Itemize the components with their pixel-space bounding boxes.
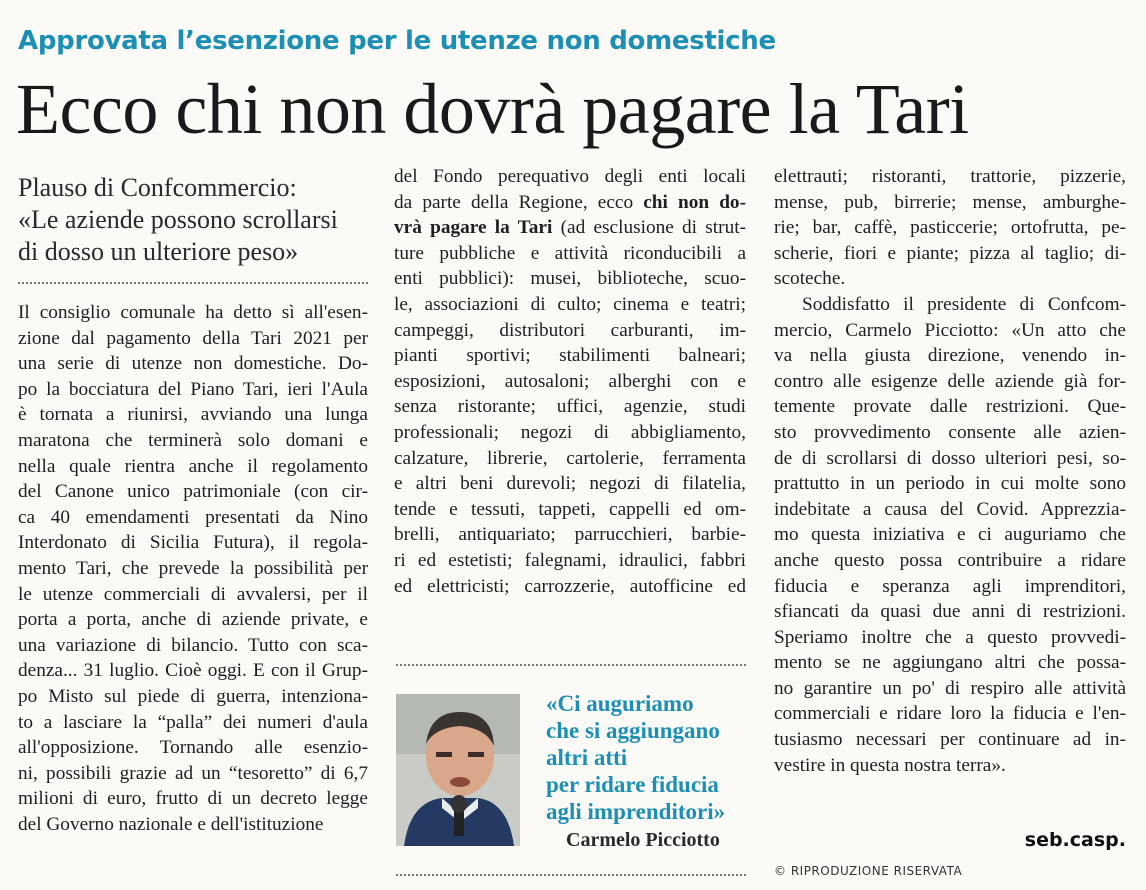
body-line: mo questa iniziativa e ci auguriamo che xyxy=(774,524,1126,546)
quote-line: «Ci auguriamo xyxy=(546,691,694,716)
body-line: maratona che terminerà solo domani e xyxy=(18,429,368,451)
body-line: del Canone unico patrimoniale (con cir- xyxy=(18,481,368,503)
body-line: sto provvedimento consente alle azien- xyxy=(774,421,1126,443)
subhead-divider xyxy=(18,282,368,284)
body-line: indebitate a causa del Covid. Apprezzia- xyxy=(774,498,1126,520)
body-line: prattutto in un periodo in cui molte sono xyxy=(774,473,1126,495)
body-line: ni, possibili grazie ad un “tesoretto” di 6,7 xyxy=(18,762,368,784)
body-line: fiducia e speranza agli imprenditori, xyxy=(774,575,1126,597)
body-line: una serie di utenze non domestiche. Do- xyxy=(18,353,368,375)
body-line: le, associazioni di culto; cinema e teatri; xyxy=(394,293,746,315)
body-line: scoteche. xyxy=(774,268,846,290)
article-column-1 xyxy=(18,300,368,837)
body-line: nella quale rientra anche il regolamento xyxy=(18,455,368,477)
body-line: po la bocciatura del Piano Tari, ieri l'Aula xyxy=(18,378,368,400)
body-line: va nella giusta direzione, venendo in- xyxy=(774,345,1126,367)
body-line: Interdonato di Sicilia Futura), il regola- xyxy=(18,532,368,554)
subhead-line: Plauso di Confcommercio: xyxy=(18,173,297,202)
footer-divider xyxy=(396,874,746,876)
photo-carmelo-picciotto xyxy=(396,694,520,846)
body-line: temente provate dalle restrizioni. Que- xyxy=(774,396,1126,418)
copyright-notice: © RIPRODUZIONE RISERVATA xyxy=(774,864,963,878)
body-line: porta a porta, anche di aziende private, e xyxy=(18,609,368,631)
body-line: elettrauti; ristoranti, trattorie, pizzerie, xyxy=(774,166,1126,187)
body-line: brelli, antiquariato; parrucchieri, barbie- xyxy=(394,524,746,546)
portrait-image xyxy=(396,694,520,846)
body-line: ture pubbliche e attività riconducibili a xyxy=(394,242,746,264)
quote-line: altri atti xyxy=(546,745,628,770)
kicker: Approvata l’esenzione per le utenze non domestiche xyxy=(18,26,776,56)
quote-line: che si aggiungano xyxy=(546,718,720,743)
body-line: Soddisfatto il presidente di Confcom- xyxy=(802,293,1126,315)
body-line xyxy=(394,215,746,241)
body-line: Speriamo inoltre che a questo provvedi- xyxy=(774,626,1126,648)
headline: Ecco chi non dovrà pagare la Tari xyxy=(16,69,969,149)
body-line: senza ristorante; uffici, agenzie, studi xyxy=(394,396,746,418)
body-line: mento se ne aggiungano altri che possa- xyxy=(774,652,1126,674)
body-line: ri ed estetisti; falegnami, idraulici, fabbri xyxy=(394,549,746,571)
body-line: vestire in questa nostra terra». xyxy=(774,754,1006,776)
body-line: mense, pub, birrerie; mense, amburghe- xyxy=(774,191,1126,213)
body-line: zione dal pagamento della Tari 2021 per xyxy=(18,327,368,349)
body-line: mercio, Carmelo Picciotto: «Un atto che xyxy=(774,319,1126,341)
pull-quote-author: Carmelo Picciotto xyxy=(566,829,720,851)
body-line: milioni di euro, frutto di un decreto legge xyxy=(18,788,368,810)
body-line: mento Tari, che prevede la possibilità per xyxy=(18,557,368,579)
body-line: calzature, librerie, cartolerie, ferramenta xyxy=(394,447,746,469)
body-line: pianti sportivi; stabilimenti balneari; xyxy=(394,345,746,367)
body-line: de di scrollarsi di dosso ulteriori pesi, so- xyxy=(774,447,1126,469)
body-bold-text: vrà pagare la Tari xyxy=(394,217,553,239)
pull-quote xyxy=(546,690,746,825)
pullquote-divider xyxy=(396,664,746,666)
body-line: rie; bar, caffè, pasticcerie; ortofrutta, pe- xyxy=(774,217,1126,239)
body-line: ed elettricisti; carrozzerie, autofficine ed xyxy=(394,575,746,597)
body-line: scherie, fiori e piante; pizza al taglio; di- xyxy=(774,242,1126,264)
body-line: una variazione di bilancio. Tutto con sca- xyxy=(18,634,368,656)
body-text: da parte della Regione, ecco xyxy=(394,191,644,213)
body-line: le utenze commerciali di avvalersi, per il xyxy=(18,583,368,605)
body-line: del Governo nazionale e dell'istituzione xyxy=(18,813,324,835)
body-line: denza... 31 luglio. Cioè oggi. E con il Grup- xyxy=(18,660,368,682)
subhead-line: di dosso un ulteriore peso» xyxy=(18,237,299,266)
body-line: Il consiglio comunale ha detto sì all'esen- xyxy=(18,302,368,323)
body-bold-text: chi non do- xyxy=(643,191,746,213)
body-text: (ad esclusione di strut- xyxy=(552,217,746,239)
body-line: esposizioni, autosaloni; alberghi con e xyxy=(394,370,746,392)
body-line: commerciali e ridare loro la fiducia e l'en- xyxy=(774,703,1126,725)
body-line: to a lasciare la “palla” dei numeri d'aula xyxy=(18,711,368,733)
body-line: contro alle esigenze delle aziende già for- xyxy=(774,370,1126,392)
body-line: campeggi, distributori carburanti, im- xyxy=(394,319,746,341)
body-line: enti pubblici): musei, biblioteche, scuo- xyxy=(394,268,746,290)
body-line: professionali; negozi di abbigliamento, xyxy=(394,421,746,443)
article-column-3 xyxy=(774,164,1126,778)
body-line: tende e tessuti, tappeti, cappelli ed om- xyxy=(394,498,746,520)
body-line: del Fondo perequativo degli enti locali xyxy=(394,166,746,187)
body-line: anche questo possa contribuire a ridare xyxy=(774,549,1126,571)
body-line xyxy=(394,190,746,216)
subhead-line: «Le aziende possono scrollarsi xyxy=(18,205,338,234)
quote-line: agli imprenditori» xyxy=(546,799,726,824)
subheadline xyxy=(18,172,370,268)
body-line: sfiancati da quasi due anni di restrizioni. xyxy=(774,601,1126,623)
author-signature: seb.casp. xyxy=(1024,829,1126,851)
quote-line: per ridare fiducia xyxy=(546,772,719,797)
body-line: po Misto sul piede di guerra, intenziona- xyxy=(18,685,368,707)
body-line: tusiasmo necessari per continuare ad in- xyxy=(774,729,1126,751)
article-column-2 xyxy=(394,164,746,599)
body-line: no garantire un po' di respiro alle attività xyxy=(774,677,1126,699)
body-line: è tornata a riunirsi, avviando una lunga xyxy=(18,404,368,426)
body-line: all'opposizione. Tornando alle esenzio- xyxy=(18,737,368,759)
body-line: ca 40 emendamenti presentati da Nino xyxy=(18,506,368,528)
body-line: e altri beni durevoli; negozi di filatelia, xyxy=(394,473,746,495)
